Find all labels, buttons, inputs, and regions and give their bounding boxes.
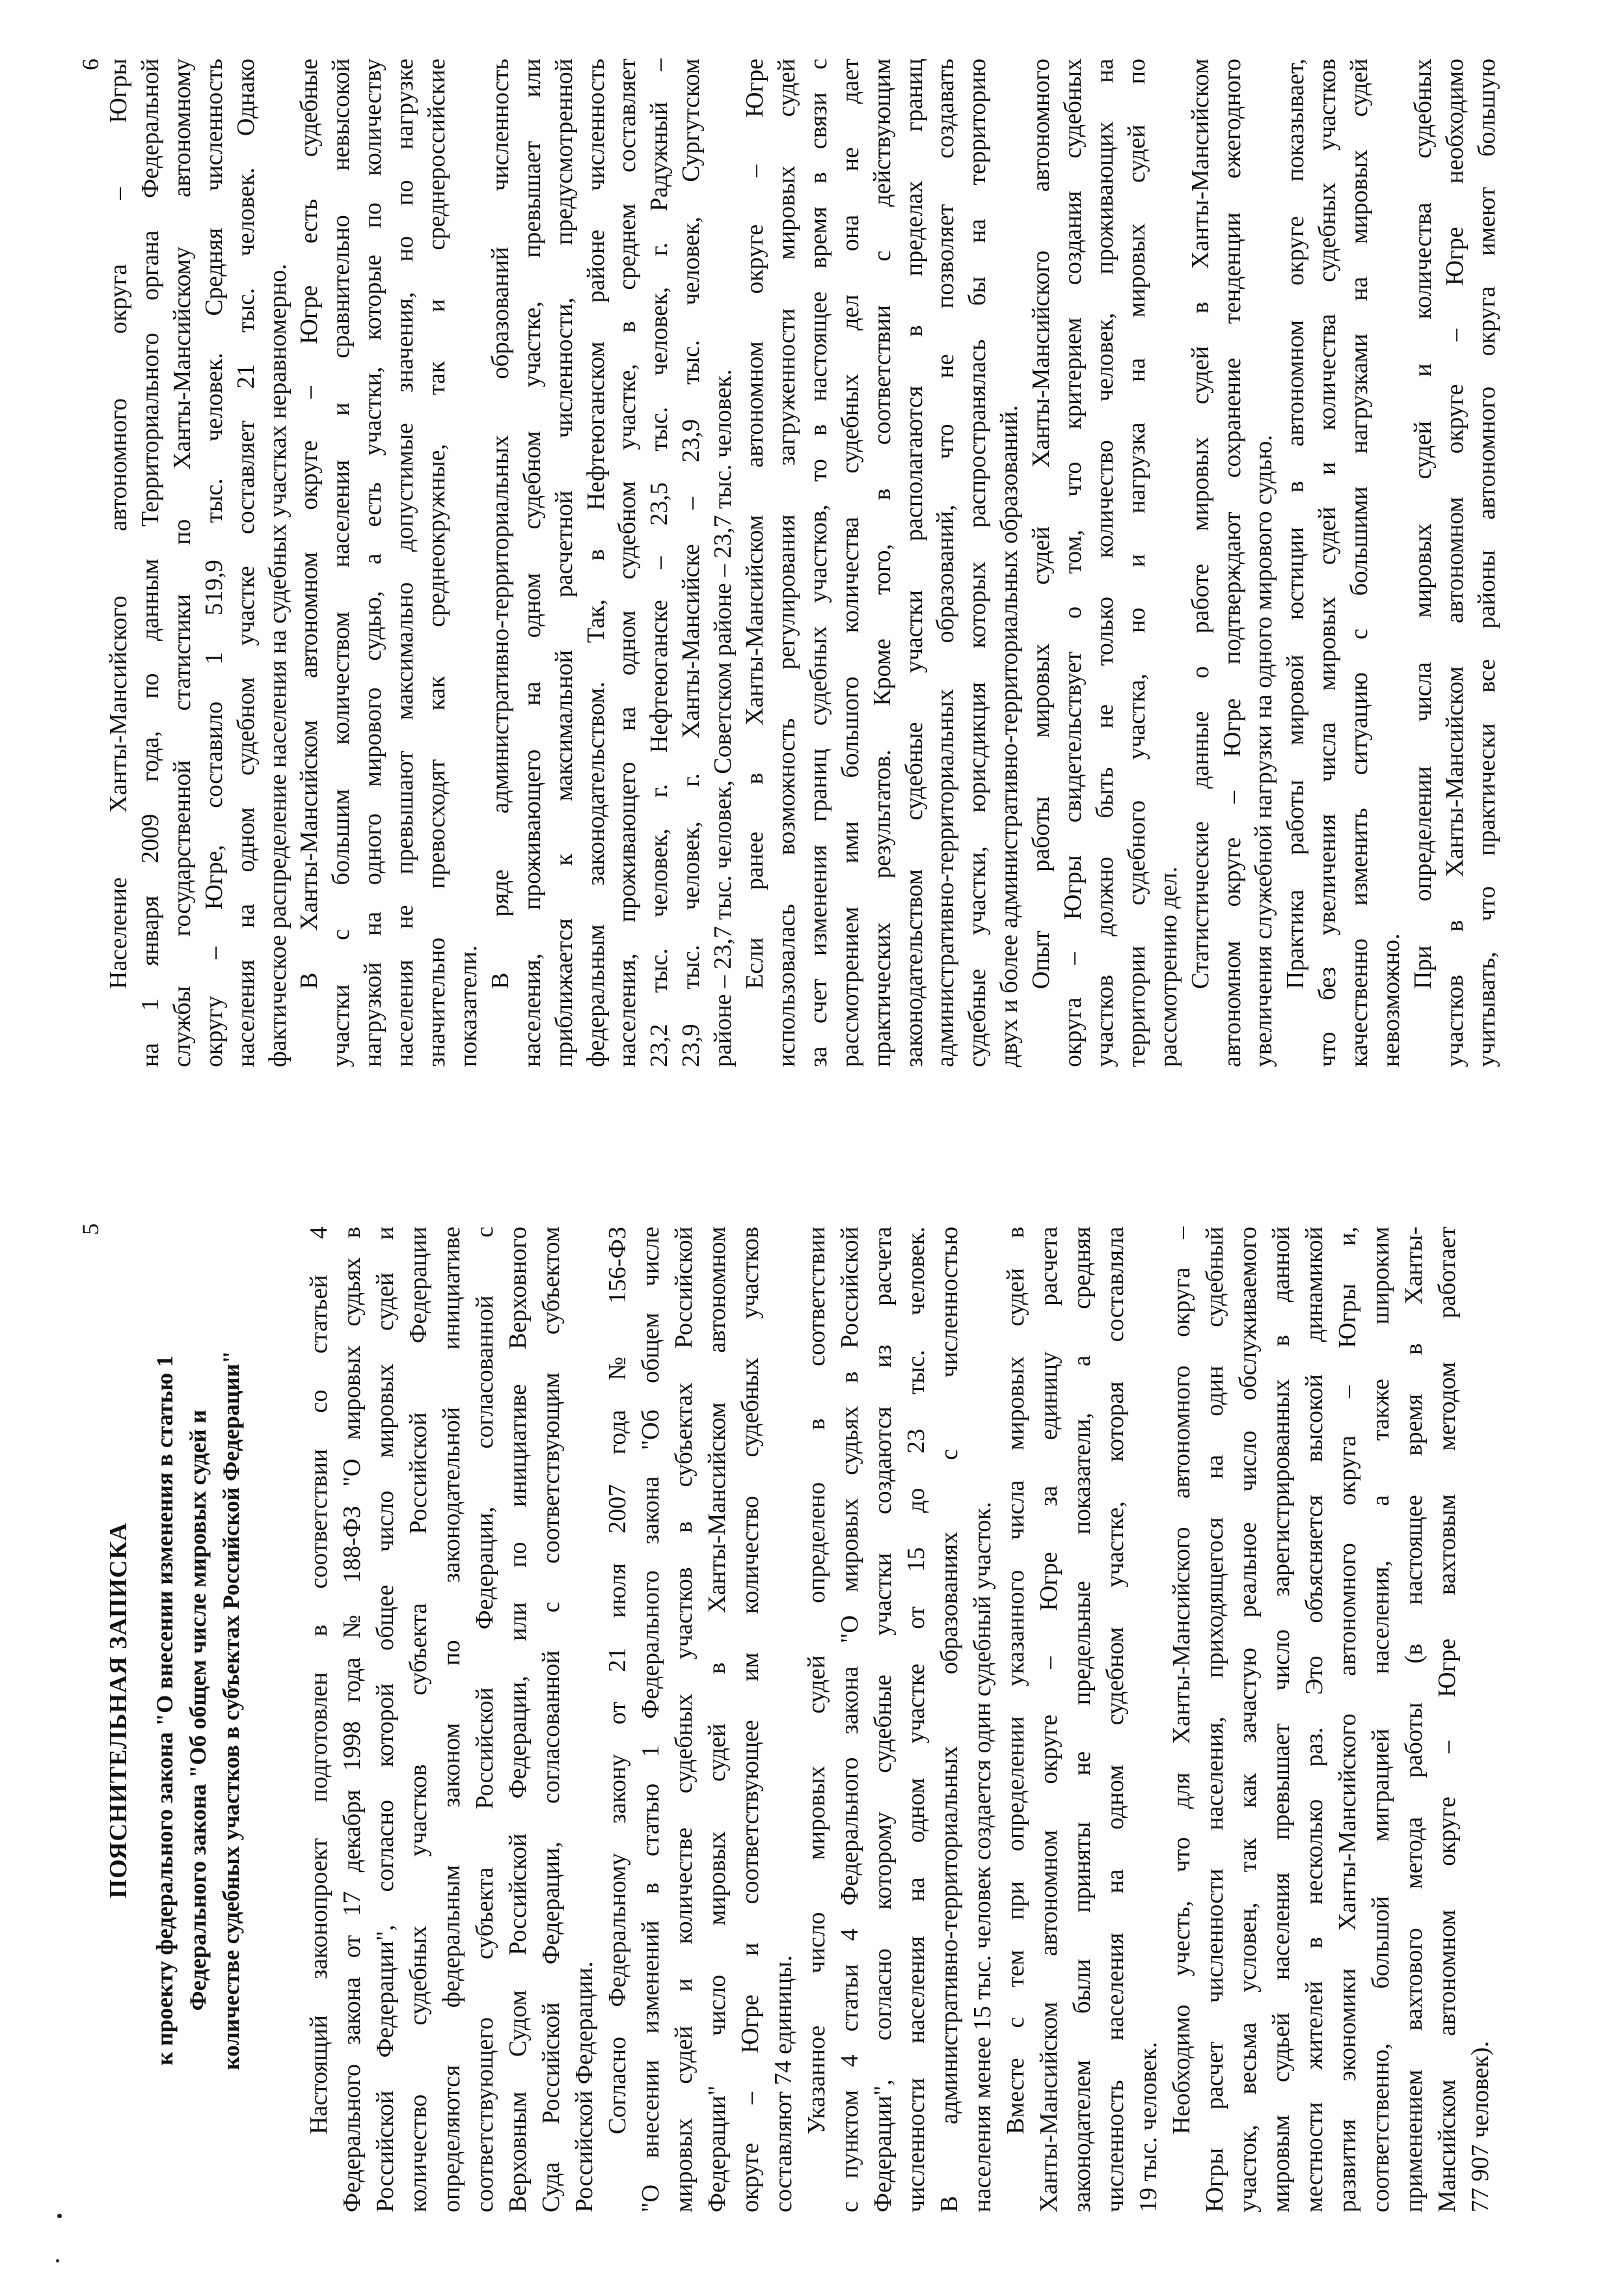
paragraph-first-line: Указанное число мировых судей определено в соответствии (803, 1227, 830, 2134)
paragraph-line: участков в Ханты-Мансийском автономном округе – Югре необходимо (1441, 59, 1468, 1067)
paragraph-line: населения на одном судебном участке составляет 21 тыс. человек. Однако (232, 59, 260, 1067)
paragraph-line: населения, проживающего на одном судебном участке, в среднем составляет (614, 59, 642, 1067)
paragraph-line: Мансийском автономном округе – Югре вахтовым методом работает (1433, 1227, 1461, 2212)
paragraph-line: 19 тыс. человек. (1135, 2042, 1162, 2212)
paragraph-line: автономном округе – Югре подтверждают сохранение тенденции ежегодного (1218, 59, 1246, 1067)
paragraph-line: местности жителей в несколько раз. Это объясняется высокой динамикой (1301, 1227, 1328, 2212)
paragraph-line: населения не превышают максимально допустимые значения, но по нагрузке (391, 59, 419, 1067)
paragraph-line: населения, проживающего на одном судебном участке, превышает или (518, 59, 546, 1067)
paragraph-line: В административно-территориальных образованиях с численностью (936, 1227, 963, 2212)
document-subtitle-line: количестве судебных участков в субъектах Российской Федерации" (218, 1350, 244, 2071)
paragraph-line: численности населения на одном участке от 15 до 23 тыс. человек. (902, 1227, 930, 2212)
paragraph-line: количество судебных участков субъекта Российской Федерации (405, 1227, 432, 2212)
document-title: ПОЯСНИТЕЛЬНАЯ ЗАПИСКА (105, 1522, 132, 1899)
paragraph-first-line: Опыт работы мировых судей Ханты-Мансийского автономного (1027, 59, 1055, 989)
paragraph-first-line: Население Ханты-Мансийского автономного округа – Югры (105, 59, 132, 989)
paragraph-line: соответствующего субъекта Российской Федерации, согласованной с (471, 1227, 498, 2212)
paragraph-line: практических результатов. Кроме того, в соответствии с действующим (868, 59, 896, 1067)
paragraph-line: участков должно быть не только количество человек, проживающих на (1090, 59, 1118, 1067)
paragraph-line: округе – Югре и соответствующее им количество судебных участков (737, 1227, 764, 2212)
paragraph-line: с пунктом 4 статьи 4 Федерального закона "О мировых судьях в Российской (836, 1227, 863, 2212)
paragraph-first-line: Согласно Федеральному закону от 21 июля 2007 года № 156-ФЗ (604, 1227, 631, 2134)
paragraph-line: Югры расчет численности населения, приходящегося на один судебный (1201, 1227, 1228, 2212)
paragraph-first-line: Вместе с тем при определении указанного числа мировых судей в (1002, 1227, 1029, 2134)
paragraph-line: фактическое распределение населения на судебных участках неравномерно. (264, 264, 291, 1067)
page-number: 6 (77, 59, 103, 70)
paragraph-line: использовалась возможность регулирования загруженности мировых судей (772, 59, 800, 1067)
paragraph-line: 77 907 человек). (1467, 2041, 1494, 2212)
paragraph-line: территории судебного участка, но и нагрузка на мировых судей по (1122, 59, 1150, 1067)
paragraph-line: Российской Федерации. (571, 1961, 598, 2212)
paragraph-line: законодательством судебные участки располагаются в пределах границ (900, 59, 928, 1067)
paragraph-first-line: В Ханты-Мансийском автономном округе – Югре есть судебные (295, 59, 323, 989)
paragraph-line: развития экономики Ханты-Мансийского автономного округа – Югры и, (1334, 1227, 1361, 2212)
paragraph-line: округа – Югры свидетельствует о том, что критерием создания судебных (1059, 59, 1087, 1067)
scan-speck (56, 2259, 59, 2262)
paragraph-line: "О внесении изменений в статью 1 Федерального закона "Об общем числе (637, 1227, 664, 2212)
page-number: 5 (77, 1223, 103, 1235)
paragraph-first-line: Необходимо учесть, что для Ханты-Мансийского автономного округа – (1168, 1227, 1195, 2134)
paragraph-line: 23,2 тыс. человек, г. Нефтеюганске – 23,5 тыс. человек, г. Радужный – (645, 59, 673, 1067)
paragraph-line: за счет изменения границ судебных участков, то в настоящее время в связи с (804, 59, 832, 1067)
paragraph-line: показатели. (454, 945, 482, 1067)
paragraph-line: Ханты-Мансийском автономном округе – Югре за единицу расчета (1035, 1227, 1062, 2212)
paragraph-line: районе – 23,7 тыс. человек, Советском районе – 23,7 тыс. человек. (709, 369, 737, 1067)
paragraph-line: приближается к максимальной расчетной численности, предусмотренной (550, 59, 578, 1067)
paragraph-first-line: При определении числа мировых судей и количества судебных (1409, 59, 1437, 989)
paragraph-line: составляют 74 единицы. (770, 1955, 797, 2212)
paragraph-line: невозможно. (1377, 933, 1405, 1067)
paragraph-line: округу – Югре, составило 1 519,9 тыс. человек. Средняя численность (200, 59, 228, 1067)
document-subtitle-line: к проекту федерального закона "О внесении изменения в статью 1 (152, 1355, 178, 2066)
scan-speck (57, 2214, 62, 2218)
paragraph-line: Верховным Судом Российской Федерации, или по инициативе Верховного (504, 1227, 532, 2212)
paragraph-line: рассмотрению дел. (1154, 866, 1182, 1067)
document-page-5 (0, 1139, 1624, 2282)
paragraph-line: учитывать, что практически все районы автономного округа имеют большую (1472, 59, 1500, 1067)
paragraph-line: Федерации" число мировых судей в Ханты-Мансийском автономном (703, 1227, 731, 2212)
paragraph-line: двух и более административно-территориальных образований. (995, 405, 1023, 1067)
paragraph-line: численность населения на одном судебном участке, которая составляла (1102, 1227, 1129, 2212)
paragraph-line: Российской Федерации", согласно которой общее число мировых судей и (372, 1227, 399, 2212)
paragraph-line: соответственно, большой миграцией населения, а также широким (1367, 1227, 1394, 2212)
paragraph-line: судебные участки, юрисдикция которых распространялась бы на территорию (964, 59, 992, 1067)
paragraph-first-line: В ряде административно-территориальных образований численность (486, 59, 514, 989)
document-page-6 (0, 0, 1624, 1139)
paragraph-first-line: Если ранее в Ханты-Мансийском автономном округе – Югре (741, 59, 768, 989)
paragraph-line: Суда Российской Федерации, согласованной с соответствующим субъектом (537, 1227, 565, 2212)
paragraph-line: участки с большим количеством населения и сравнительно невысокой (327, 59, 355, 1067)
paragraph-first-line: Настоящий законопроект подготовлен в соответствии со статьей 4 (305, 1227, 332, 2134)
paragraph-line: что без увеличения числа мировых судей и количества судебных участков (1314, 59, 1342, 1067)
paragraph-line: службы государственной статистики по Ханты-Мансийскому автономному (168, 59, 196, 1067)
paragraph-line: на 1 января 2009 года, по данным Территориального органа Федеральной (136, 59, 164, 1067)
paragraph-first-line: Статистические данные о работе мировых судей в Ханты-Мансийском (1186, 59, 1214, 989)
paragraph-line: мировым судьей населения превышает число зарегистрированных в данной (1267, 1227, 1295, 2212)
paragraph-line: применением вахтового метода работы (в настоящее время в Ханты- (1400, 1227, 1428, 2212)
paragraph-line: определяются федеральным законом по законодательной инициативе (438, 1227, 465, 2212)
paragraph-line: Федерального закона от 17 декабря 1998 года № 188-ФЗ "О мировых судьях в (338, 1227, 366, 2212)
paragraph-line: нагрузкой на одного мирового судью, а есть участки, которые по количеству (359, 59, 387, 1067)
paragraph-line: законодателем были приняты не предельные показатели, а средняя (1068, 1227, 1096, 2212)
paragraph-line: участок, весьма условен, так как зачастую реальное число обслуживаемого (1234, 1227, 1262, 2212)
paragraph-line: мировых судей и количестве судебных участков в субъектах Российской (670, 1227, 697, 2212)
paragraph-line: Федерации", согласно которому судебные участки создаются из расчета (869, 1227, 897, 2212)
paragraph-line: административно-территориальных образований, что не позволяет создавать (932, 59, 960, 1067)
paragraph-first-line: Практика работы мировой юстиции в автономном округе показывает, (1282, 59, 1310, 989)
paragraph-line: населения менее 15 тыс. человек создается один судебный участок. (969, 1501, 996, 2212)
document-subtitle-line: Федерального закона "Об общем числе мировых судей и (185, 1409, 211, 2011)
paragraph-line: качественно изменить ситуацию с большими нагрузками на мировых судей (1346, 59, 1374, 1067)
paragraph-line: рассмотрением ими большого количества судебных дел она не дает (836, 59, 864, 1067)
paragraph-line: увеличения служебной нагрузки на одного мирового судью. (1250, 435, 1278, 1067)
paragraph-line: 23,9 тыс. человек, г. Ханты-Мансийске – 23,9 тыс. человек, Сургутском (677, 59, 705, 1067)
paragraph-line: федеральным законодательством. Так, в Нефтеюганском районе численность (582, 59, 610, 1067)
paragraph-line: значительно превосходят как среднеокружные, так и среднероссийские (423, 59, 450, 1067)
